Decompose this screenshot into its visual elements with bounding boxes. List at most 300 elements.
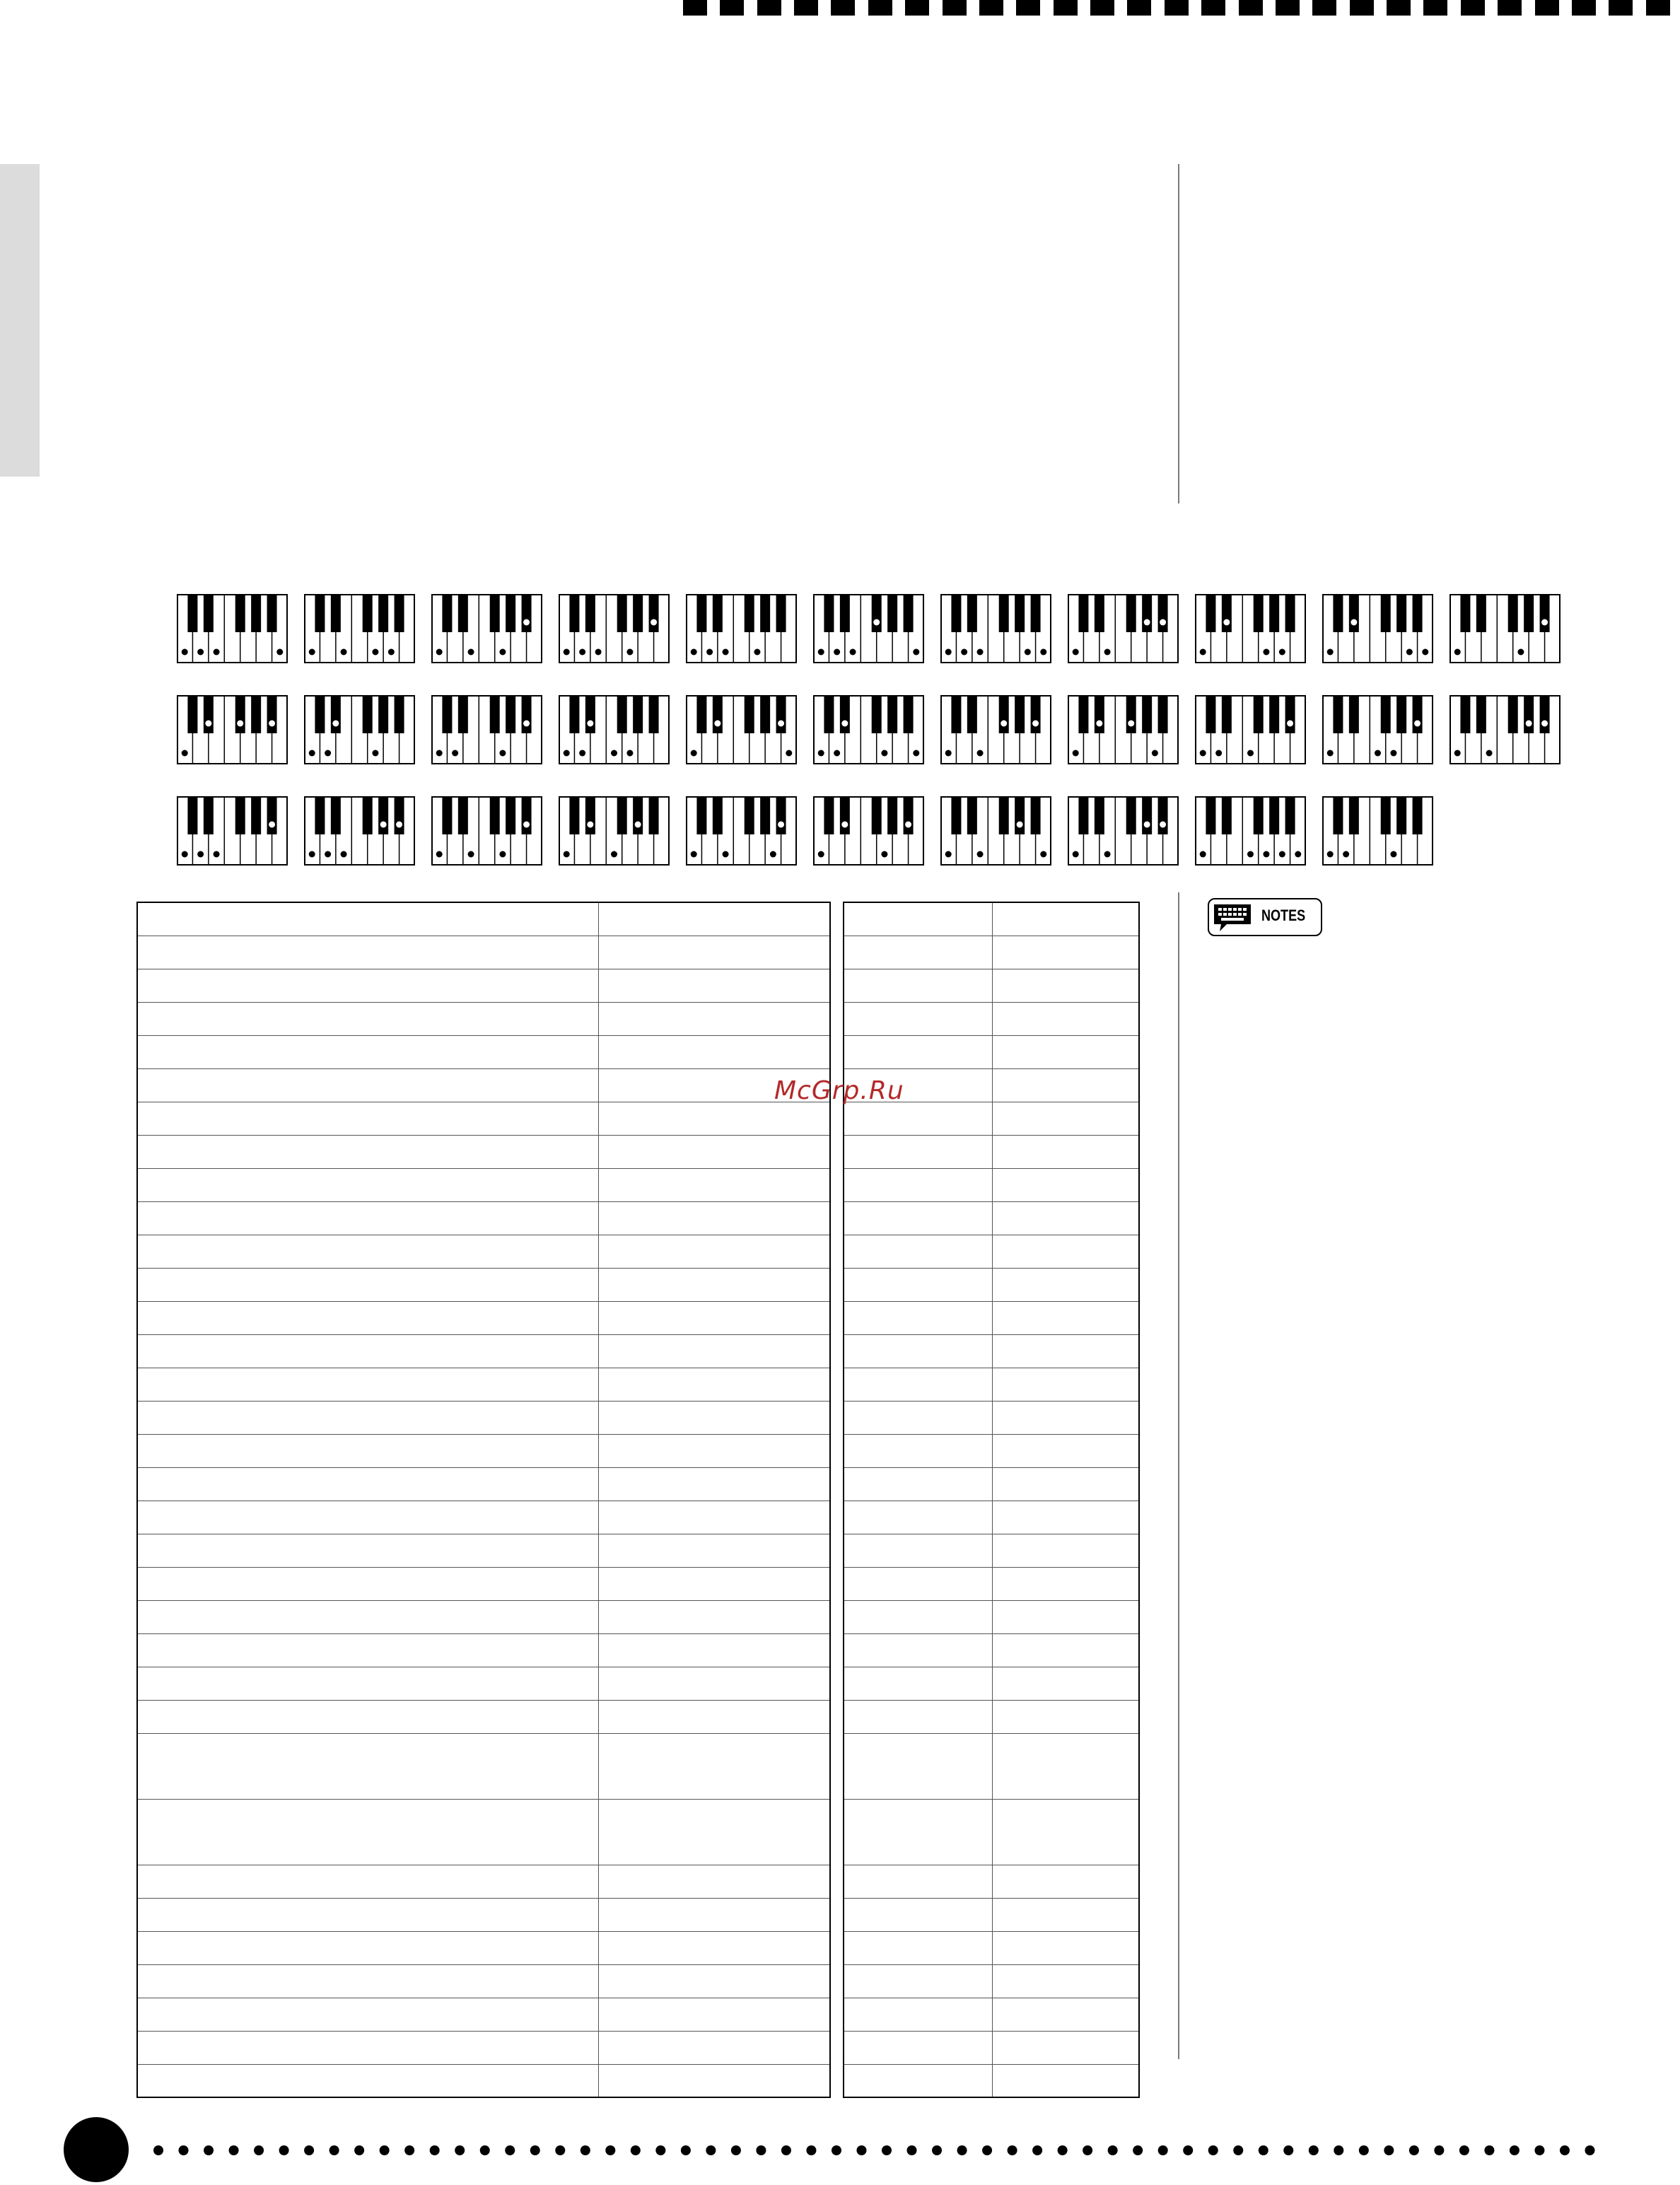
table-cell: [598, 1799, 830, 1865]
table-cell: [844, 1600, 992, 1633]
table-row: [844, 1467, 1139, 1501]
table-cell: [137, 2064, 598, 2097]
header-square: [1609, 0, 1633, 16]
chord-keyboard-diagram: [559, 594, 670, 663]
table-cell: [137, 1102, 598, 1135]
table-cell: [137, 1964, 598, 1998]
footer-dot: [1259, 2145, 1268, 2155]
table-cell: [992, 1633, 1139, 1667]
footer-dot: [1183, 2145, 1193, 2155]
footer-dot: [254, 2145, 264, 2155]
footer-dot: [430, 2145, 440, 2155]
table-row: [137, 1002, 830, 1035]
table-cell: [137, 1334, 598, 1368]
footer-dot: [304, 2145, 314, 2155]
footer-dot: [354, 2145, 364, 2155]
table-cell: [992, 1268, 1139, 1301]
notes-badge: [1208, 898, 1322, 936]
table-cell: [137, 1168, 598, 1201]
table-row: [137, 1467, 830, 1501]
chord-keyboard-diagram: [431, 796, 542, 866]
table-cell: [992, 1368, 1139, 1401]
table-cell: [598, 1534, 830, 1567]
table-cell: [992, 1567, 1139, 1600]
table-cell: [137, 1401, 598, 1434]
table-cell: [598, 1235, 830, 1268]
table-cell: [844, 1964, 992, 1998]
table-cell: [137, 1301, 598, 1334]
table-cell: [598, 1501, 830, 1534]
table-cell: [137, 902, 598, 936]
table-cell: [844, 1401, 992, 1434]
table-cell: [598, 1467, 830, 1501]
table-cell: [992, 1102, 1139, 1135]
footer-dot: [555, 2145, 565, 2155]
footer-dot: [982, 2145, 992, 2155]
table-cell: [844, 1002, 992, 1035]
table-cell: [137, 1035, 598, 1068]
table-cell: [137, 1434, 598, 1467]
table-cell: [844, 1865, 992, 1898]
header-square: [1127, 0, 1151, 16]
footer-dot: [631, 2145, 641, 2155]
table-cell: [844, 969, 992, 1002]
table-row: [137, 969, 830, 1002]
table-cell: [137, 1135, 598, 1168]
table-row: [844, 1002, 1139, 1035]
footer-dot: [756, 2145, 766, 2155]
header-square: [1461, 0, 1485, 16]
footer-dot: [1283, 2145, 1293, 2155]
table-cell: [992, 2064, 1139, 2097]
table-cell: [844, 1534, 992, 1567]
table-cell: [598, 1633, 830, 1667]
chord-keyboard-diagram: [1068, 594, 1179, 663]
table-row: [844, 1799, 1139, 1865]
table-cell: [992, 1998, 1139, 2031]
header-square: [1572, 0, 1596, 16]
table-cell: [844, 1301, 992, 1334]
footer-dot: [1334, 2145, 1343, 2155]
table-row: [137, 1501, 830, 1534]
table-cell: [598, 1301, 830, 1334]
table-cell: [137, 1567, 598, 1600]
footer-dot: [781, 2145, 791, 2155]
table-row: [137, 1434, 830, 1467]
page-number-disc: [64, 2117, 129, 2182]
table-cell: [598, 1002, 830, 1035]
table-row: [844, 1534, 1139, 1567]
chord-name-table: [136, 902, 831, 2098]
footer-dot: [480, 2145, 490, 2155]
header-square: [1350, 0, 1374, 16]
chord-keyboard-diagram: [1449, 594, 1561, 663]
table-row: [137, 2031, 830, 2064]
footer-dot: [605, 2145, 615, 2155]
table-row: [137, 1035, 830, 1068]
footer-dot: [731, 2145, 741, 2155]
chord-keyboard-diagram: [1449, 695, 1561, 764]
footer-dot: [179, 2145, 189, 2155]
table-cell: [598, 1102, 830, 1135]
table-row: [137, 1235, 830, 1268]
table-cell: [137, 1268, 598, 1301]
footer-dot: [856, 2145, 866, 2155]
table-row: [137, 1964, 830, 1998]
table-cell: [992, 1931, 1139, 1964]
table-row: [137, 1898, 830, 1931]
table-cell: [598, 1401, 830, 1434]
table-row: [844, 1700, 1139, 1733]
table-cell: [844, 1368, 992, 1401]
table-row: [844, 1600, 1139, 1633]
chord-keyboard-diagram: [813, 594, 924, 663]
table-row: [844, 2031, 1139, 2064]
table-row: [137, 1168, 830, 1201]
header-square: [794, 0, 818, 16]
chord-keyboard-diagram: [1068, 695, 1179, 764]
table-cell: [844, 936, 992, 969]
table-row: [844, 1633, 1139, 1667]
table-cell: [992, 936, 1139, 969]
table-row: [137, 1865, 830, 1898]
footer-dot: [806, 2145, 816, 2155]
chord-keyboard-diagram: [177, 695, 288, 764]
table-row: [844, 1865, 1139, 1898]
table-cell: [992, 1467, 1139, 1501]
chord-keyboard-diagram: [1195, 796, 1306, 866]
table-row: [137, 1931, 830, 1964]
table-cell: [844, 1633, 992, 1667]
table-cell: [598, 2064, 830, 2097]
footer-dot: [1208, 2145, 1218, 2155]
footer-dot: [706, 2145, 716, 2155]
table-cell: [137, 1600, 598, 1633]
table-cell: [844, 1268, 992, 1301]
table-row: [844, 1268, 1139, 1301]
table-row: [844, 1733, 1139, 1799]
table-cell: [844, 1667, 992, 1700]
table-row: [137, 1567, 830, 1600]
table-row: [844, 1301, 1139, 1334]
table-cell: [598, 1368, 830, 1401]
table-cell: [598, 1168, 830, 1201]
table-row: [137, 1268, 830, 1301]
table-row: [844, 1401, 1139, 1434]
chord-keyboard-diagram: [304, 594, 415, 663]
chord-keyboard-diagram: [177, 594, 288, 663]
table-cell: [598, 1733, 830, 1799]
table-cell: [598, 1998, 830, 2031]
header-square: [831, 0, 855, 16]
table-cell: [844, 1334, 992, 1368]
header-square: [1498, 0, 1522, 16]
chord-keyboard-diagram: [304, 796, 415, 866]
table-cell: [137, 1068, 598, 1102]
table-cell: [137, 1368, 598, 1401]
chord-keyboard-diagram: [559, 695, 670, 764]
table-row: [844, 2064, 1139, 2097]
table-cell: [992, 1501, 1139, 1534]
table-cell: [598, 1700, 830, 1733]
table-cell: [598, 1434, 830, 1467]
table-row: [137, 2064, 830, 2097]
table-cell: [844, 1102, 992, 1135]
table-cell: [598, 902, 830, 936]
header-square: [943, 0, 967, 16]
table-cell: [137, 1633, 598, 1667]
table-cell: [992, 2031, 1139, 2064]
footer-dot: [329, 2145, 339, 2155]
table-cell: [992, 1434, 1139, 1467]
table-cell: [844, 1201, 992, 1235]
footer-dot: [153, 2145, 163, 2155]
chord-keyboard-diagram: [1068, 796, 1179, 866]
table-cell: [598, 1334, 830, 1368]
table-cell: [992, 1964, 1139, 1998]
table-cell: [844, 1700, 992, 1733]
table-cell: [137, 2031, 598, 2064]
table-cell: [137, 1501, 598, 1534]
table-row: [137, 1534, 830, 1567]
watermark: McGrp.Ru: [774, 1076, 904, 1105]
footer-dot-rule: [153, 2145, 1609, 2156]
chord-name-table-body: [137, 902, 830, 2097]
chord-keyboard-diagram: [940, 695, 1051, 764]
chord-keyboard-diagram: [686, 594, 797, 663]
table-row: [137, 1301, 830, 1334]
header-square: [1276, 0, 1300, 16]
chord-keyboard-diagram: [1195, 594, 1306, 663]
table-cell: [844, 2064, 992, 2097]
table-row: [844, 1501, 1139, 1534]
table-row: [137, 902, 830, 936]
table-cell: [992, 1700, 1139, 1733]
table-cell: [137, 1898, 598, 1931]
footer-dot: [1158, 2145, 1168, 2155]
header-square: [683, 0, 707, 16]
footer-dot: [505, 2145, 515, 2155]
table-cell: [598, 1931, 830, 1964]
table-row: [137, 1700, 830, 1733]
table-cell: [598, 1898, 830, 1931]
table-cell: [992, 1401, 1139, 1434]
header-square: [1646, 0, 1670, 16]
footer-dot: [1384, 2145, 1394, 2155]
table-cell: [844, 1135, 992, 1168]
table-row: [137, 1799, 830, 1865]
table-cell: [844, 1235, 992, 1268]
table-cell: [137, 1733, 598, 1799]
table-cell: [137, 1534, 598, 1567]
table-cell: [844, 1168, 992, 1201]
table-cell: [992, 1135, 1139, 1168]
table-row: [137, 1600, 830, 1633]
table-cell: [598, 936, 830, 969]
table-cell: [992, 1865, 1139, 1898]
column-divider-top: [1178, 164, 1179, 503]
table-row: [844, 1998, 1139, 2031]
footer-dot: [1409, 2145, 1419, 2155]
table-row: [137, 936, 830, 969]
table-cell: [598, 969, 830, 1002]
chord-keyboard-diagram: [559, 796, 670, 866]
table-cell: [992, 1334, 1139, 1368]
table-row: [844, 1168, 1139, 1201]
table-cell: [992, 902, 1139, 936]
footer-dot: [279, 2145, 289, 2155]
table-cell: [844, 1998, 992, 2031]
table-cell: [137, 1467, 598, 1501]
footer-dot: [1585, 2145, 1594, 2155]
footer-dot: [907, 2145, 917, 2155]
table-cell: [844, 1733, 992, 1799]
table-row: [844, 969, 1139, 1002]
footer-dot: [204, 2145, 214, 2155]
table-row: [844, 1235, 1139, 1268]
footer-dot: [1008, 2145, 1017, 2155]
table-row: [137, 1135, 830, 1168]
table-cell: [992, 1898, 1139, 1931]
footer-dot: [957, 2145, 967, 2155]
table-cell: [992, 1068, 1139, 1102]
table-cell: [844, 902, 992, 936]
section-side-tab: [0, 164, 40, 477]
table-row: [844, 1102, 1139, 1135]
chord-keyboard-diagram: [1322, 695, 1433, 764]
chord-keyboard-diagram: [686, 796, 797, 866]
footer-dot: [1510, 2145, 1519, 2155]
footer-dot: [455, 2145, 465, 2155]
table-row: [137, 1201, 830, 1235]
header-square: [1016, 0, 1040, 16]
table-row: [844, 1667, 1139, 1700]
footer-dot: [1484, 2145, 1494, 2155]
table-cell: [992, 1301, 1139, 1334]
table-cell: [992, 1799, 1139, 1865]
header-square-band: [680, 0, 1680, 16]
table-cell: [137, 1799, 598, 1865]
footer-dot: [882, 2145, 892, 2155]
table-cell: [137, 1002, 598, 1035]
chord-diagram-grid: [177, 594, 1591, 877]
table-cell: [137, 936, 598, 969]
header-square: [1535, 0, 1559, 16]
chord-keyboard-diagram: [1322, 796, 1433, 866]
table-row: [137, 1667, 830, 1700]
chord-keyboard-diagram: [1195, 695, 1306, 764]
header-square: [979, 0, 1003, 16]
table-cell: [992, 1600, 1139, 1633]
footer-dot: [681, 2145, 691, 2155]
header-square: [1090, 0, 1114, 16]
table-cell: [844, 1467, 992, 1501]
chord-keyboard-diagram: [1322, 594, 1433, 663]
footer-dot: [1434, 2145, 1444, 2155]
header-square: [1054, 0, 1078, 16]
footer-dot: [832, 2145, 841, 2155]
table-row: [844, 936, 1139, 969]
table-row: [137, 1401, 830, 1434]
table-cell: [598, 1865, 830, 1898]
footer-dot: [1560, 2145, 1570, 2155]
table-cell: [844, 1799, 992, 1865]
table-row: [137, 1633, 830, 1667]
header-square: [1239, 0, 1263, 16]
table-cell: [992, 1168, 1139, 1201]
table-row: [137, 1068, 830, 1102]
header-square: [905, 0, 929, 16]
footer-dot: [1233, 2145, 1243, 2155]
footer-dot: [229, 2145, 239, 2155]
table-cell: [137, 1235, 598, 1268]
table-row: [137, 1334, 830, 1368]
header-square: [1165, 0, 1189, 16]
header-square: [868, 0, 892, 16]
table-cell: [844, 1567, 992, 1600]
table-cell: [598, 1600, 830, 1633]
chord-keyboard-diagram: [431, 695, 542, 764]
table-cell: [137, 1667, 598, 1700]
footer-dot: [1058, 2145, 1068, 2155]
header-square: [1201, 0, 1225, 16]
chord-keyboard-diagram: [813, 796, 924, 866]
footer-dot: [380, 2145, 390, 2155]
footer-dot: [1534, 2145, 1544, 2155]
table-cell: [844, 1898, 992, 1931]
footer-dot: [1032, 2145, 1042, 2155]
table-cell: [598, 2031, 830, 2064]
table-cell: [992, 1667, 1139, 1700]
table-cell: [137, 969, 598, 1002]
table-cell: [844, 1035, 992, 1068]
table-row: [844, 1931, 1139, 1964]
table-row: [844, 1135, 1139, 1168]
header-square: [1423, 0, 1447, 16]
notes-label: NOTES: [1261, 907, 1306, 924]
chord-keyboard-diagram: [940, 594, 1051, 663]
table-cell: [598, 1201, 830, 1235]
table-row: [844, 1434, 1139, 1467]
table-row: [844, 1898, 1139, 1931]
table-cell: [844, 2031, 992, 2064]
keyboard-speech-bubble-icon: [1211, 902, 1254, 933]
table-cell: [598, 1135, 830, 1168]
footer-dot: [581, 2145, 590, 2155]
table-row: [844, 1964, 1139, 1998]
chord-keyboard-diagram: [940, 796, 1051, 866]
table-row: [137, 1102, 830, 1135]
footer-dot: [1108, 2145, 1118, 2155]
footer-dot: [1459, 2145, 1469, 2155]
chord-keyboard-diagram: [177, 796, 288, 866]
chord-keyboard-diagram: [813, 695, 924, 764]
header-square: [1387, 0, 1411, 16]
table-row: [844, 1567, 1139, 1600]
table-cell: [598, 1667, 830, 1700]
chord-keyboard-diagram: [304, 695, 415, 764]
header-square: [720, 0, 744, 16]
table-row: [137, 1368, 830, 1401]
chord-keyboard-diagram: [686, 695, 797, 764]
table-row: [137, 1733, 830, 1799]
footer-dot: [932, 2145, 942, 2155]
footer-dot: [404, 2145, 414, 2155]
table-cell: [137, 1998, 598, 2031]
table-cell: [137, 1865, 598, 1898]
table-cell: [992, 1201, 1139, 1235]
table-cell: [598, 1964, 830, 1998]
